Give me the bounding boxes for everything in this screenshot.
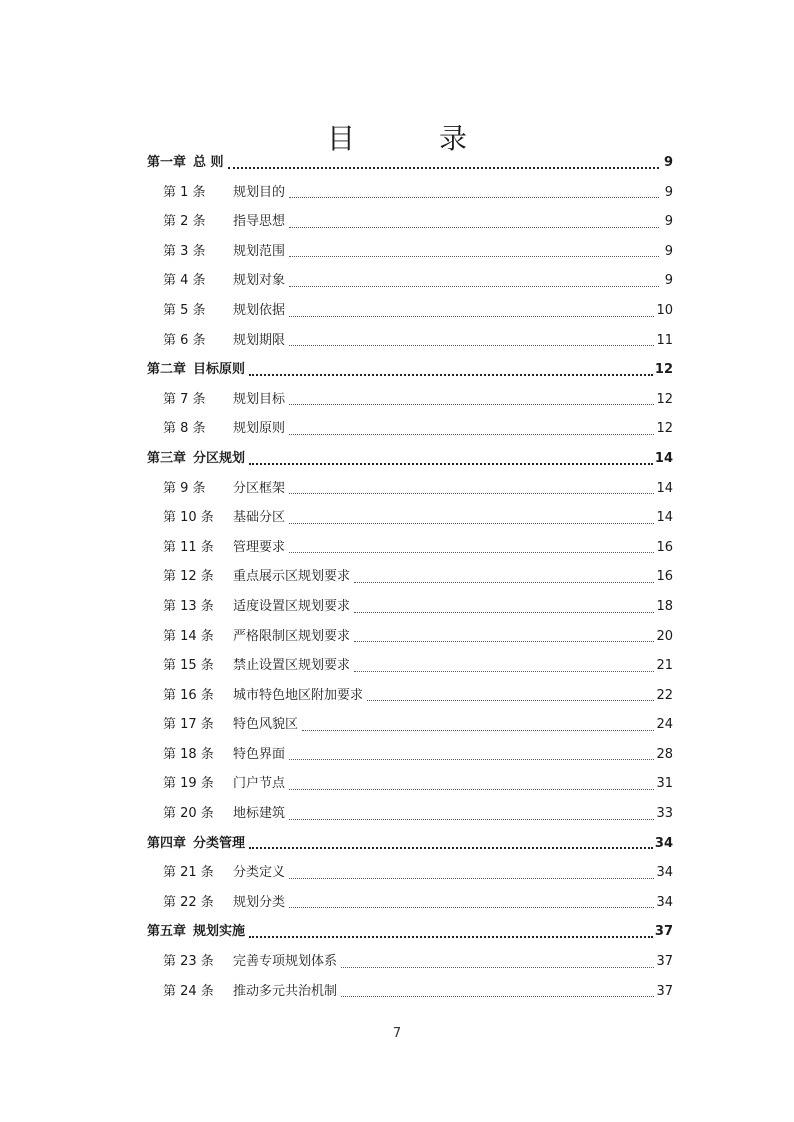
toc-article-entry[interactable]	[147, 592, 673, 622]
toc-article-entry[interactable]	[147, 651, 673, 681]
dot-leader	[249, 458, 653, 465]
toc-article-entry[interactable]	[147, 503, 673, 533]
entry-page-number: 21	[656, 658, 673, 674]
dot-leader	[289, 223, 659, 228]
entry-number: 第 4 条	[163, 273, 206, 289]
toc-article-entry[interactable]	[147, 977, 673, 1007]
entry-number: 第 5 条	[163, 302, 206, 318]
entry-title: 城市特色地区附加要求	[233, 687, 364, 703]
entry-page-number: 16	[656, 539, 673, 555]
entry-title: 推动多元共治机制	[233, 983, 338, 999]
entry-page-number: 11	[656, 332, 673, 348]
toc-article-entry[interactable]	[147, 622, 673, 652]
dot-leader	[289, 489, 654, 494]
entry-title: 禁止设置区规划要求	[233, 658, 351, 674]
dot-leader	[249, 842, 653, 849]
entry-page-number: 37	[654, 924, 673, 940]
entry-page-number: 20	[656, 628, 673, 644]
entry-title: 门户节点	[233, 776, 286, 792]
entry-page-number: 9	[664, 214, 673, 230]
toc-article-entry[interactable]	[147, 681, 673, 711]
toc-article-entry[interactable]	[147, 326, 673, 356]
dot-leader	[354, 608, 654, 613]
dot-leader	[354, 578, 654, 583]
entry-page-number: 12	[654, 362, 673, 378]
entry-page-number: 22	[656, 687, 673, 703]
dot-leader	[367, 696, 654, 701]
entry-number: 第 23 条	[163, 954, 214, 970]
table-of-contents	[147, 148, 673, 1006]
entry-title: 管理要求	[233, 539, 286, 555]
toc-article-entry[interactable]	[147, 237, 673, 267]
dot-leader	[289, 282, 659, 287]
entry-number: 第 12 条	[163, 569, 214, 585]
entry-page-number: 12	[656, 421, 673, 437]
entry-page-number: 18	[656, 598, 673, 614]
entry-number: 第 24 条	[163, 983, 214, 999]
entry-number: 第 20 条	[163, 806, 214, 822]
entry-title: 规划对象	[233, 273, 286, 289]
dot-leader	[341, 963, 654, 968]
dot-leader	[289, 400, 654, 405]
entry-title: 规划范围	[233, 243, 286, 259]
entry-page-number: 34	[654, 835, 673, 851]
dot-leader	[289, 312, 654, 317]
toc-article-entry[interactable]	[147, 474, 673, 504]
entry-page-number: 24	[656, 717, 673, 733]
page-title: 目 录	[326, 121, 495, 155]
entry-page-number: 16	[656, 569, 673, 585]
entry-number: 第 10 条	[163, 510, 214, 526]
entry-title: 严格限制区规划要求	[233, 628, 351, 644]
entry-number: 第 6 条	[163, 332, 206, 348]
entry-title: 分类定义	[233, 865, 286, 881]
entry-title: 规划目标	[233, 391, 286, 407]
toc-article-entry[interactable]	[147, 296, 673, 326]
entry-number: 第四章	[147, 835, 187, 851]
entry-number: 第 8 条	[163, 421, 206, 437]
entry-number: 第 3 条	[163, 243, 206, 259]
entry-title: 分类管理	[193, 835, 246, 851]
entry-title: 基础分区	[233, 510, 286, 526]
entry-title: 分区框架	[233, 480, 286, 496]
toc-chapter-entry[interactable]	[147, 444, 673, 474]
entry-page-number: 14	[656, 510, 673, 526]
entry-title: 重点展示区规划要求	[233, 569, 351, 585]
entry-page-number: 34	[656, 865, 673, 881]
toc-article-entry[interactable]	[147, 947, 673, 977]
toc-article-entry[interactable]	[147, 385, 673, 415]
toc-article-entry[interactable]	[147, 710, 673, 740]
entry-number: 第 19 条	[163, 776, 214, 792]
entry-number: 第 22 条	[163, 894, 214, 910]
dot-leader	[289, 193, 659, 198]
page-number: 7	[392, 1026, 402, 1041]
entry-page-number: 34	[656, 894, 673, 910]
dot-leader	[289, 341, 654, 346]
entry-number: 第 14 条	[163, 628, 214, 644]
entry-page-number: 28	[656, 746, 673, 762]
entry-title: 规划原则	[233, 421, 286, 437]
entry-title: 规划分类	[233, 894, 286, 910]
entry-page-number: 10	[656, 302, 673, 318]
dot-leader	[228, 162, 659, 169]
dot-leader	[249, 369, 653, 376]
entry-page-number: 14	[654, 450, 673, 466]
entry-title: 特色风貌区	[233, 717, 299, 733]
toc-article-entry[interactable]	[147, 533, 673, 563]
toc-article-entry[interactable]	[147, 207, 673, 237]
dot-leader	[289, 252, 659, 257]
dot-leader	[289, 815, 654, 820]
entry-title: 特色界面	[233, 746, 286, 762]
toc-chapter-entry[interactable]	[147, 355, 673, 385]
dot-leader	[289, 755, 654, 760]
entry-page-number: 14	[656, 480, 673, 496]
toc-article-entry[interactable]	[147, 799, 673, 829]
entry-number: 第三章	[147, 450, 187, 466]
entry-number: 第 13 条	[163, 598, 214, 614]
entry-title: 总 则	[193, 155, 224, 170]
dot-leader	[289, 519, 654, 524]
entry-title: 目标原则	[193, 362, 246, 378]
entry-title: 规划期限	[233, 332, 286, 348]
entry-number: 第 17 条	[163, 717, 214, 733]
dot-leader	[289, 785, 654, 790]
entry-number: 第 7 条	[163, 391, 206, 407]
dot-leader	[341, 992, 654, 997]
entry-number: 第 2 条	[163, 214, 206, 230]
entry-number: 第 9 条	[163, 480, 206, 496]
toc-article-entry[interactable]	[147, 266, 673, 296]
entry-number: 第一章	[147, 155, 187, 170]
toc-chapter-entry[interactable]	[147, 148, 673, 178]
toc-article-entry[interactable]	[147, 740, 673, 770]
entry-page-number: 9	[664, 184, 673, 200]
entry-title: 适度设置区规划要求	[233, 598, 351, 614]
dot-leader	[289, 548, 654, 553]
entry-page-number: 37	[656, 954, 673, 970]
dot-leader	[354, 667, 654, 672]
entry-number: 第二章	[147, 362, 187, 378]
entry-title: 规划目的	[233, 184, 286, 200]
entry-page-number: 12	[656, 391, 673, 407]
entry-page-number: 9	[663, 155, 673, 170]
entry-page-number: 37	[656, 983, 673, 999]
entry-number: 第 21 条	[163, 865, 214, 881]
toc-chapter-entry[interactable]	[147, 829, 673, 859]
entry-page-number: 9	[664, 273, 673, 289]
entry-number: 第 16 条	[163, 687, 214, 703]
entry-title: 指导思想	[233, 214, 286, 230]
toc-article-entry[interactable]	[147, 562, 673, 592]
dot-leader	[289, 903, 654, 908]
entry-page-number: 9	[664, 243, 673, 259]
entry-title: 规划依据	[233, 302, 286, 318]
entry-title: 地标建筑	[233, 806, 286, 822]
dot-leader	[289, 430, 654, 435]
entry-page-number: 33	[656, 806, 673, 822]
entry-title: 完善专项规划体系	[233, 954, 338, 970]
entry-number: 第 15 条	[163, 658, 214, 674]
entry-number: 第 1 条	[163, 184, 206, 200]
toc-article-entry[interactable]	[147, 178, 673, 208]
entry-page-number: 31	[656, 776, 673, 792]
toc-article-entry[interactable]	[147, 769, 673, 799]
toc-chapter-entry[interactable]	[147, 917, 673, 947]
entry-number: 第 18 条	[163, 746, 214, 762]
toc-article-entry[interactable]	[147, 858, 673, 888]
entry-title: 规划实施	[193, 924, 246, 940]
dot-leader	[354, 637, 654, 642]
dot-leader	[302, 726, 654, 731]
toc-article-entry[interactable]	[147, 888, 673, 918]
entry-number: 第 11 条	[163, 539, 214, 555]
dot-leader	[289, 874, 654, 879]
dot-leader	[249, 931, 653, 938]
toc-article-entry[interactable]	[147, 414, 673, 444]
entry-number: 第五章	[147, 924, 187, 940]
entry-title: 分区规划	[193, 450, 246, 466]
